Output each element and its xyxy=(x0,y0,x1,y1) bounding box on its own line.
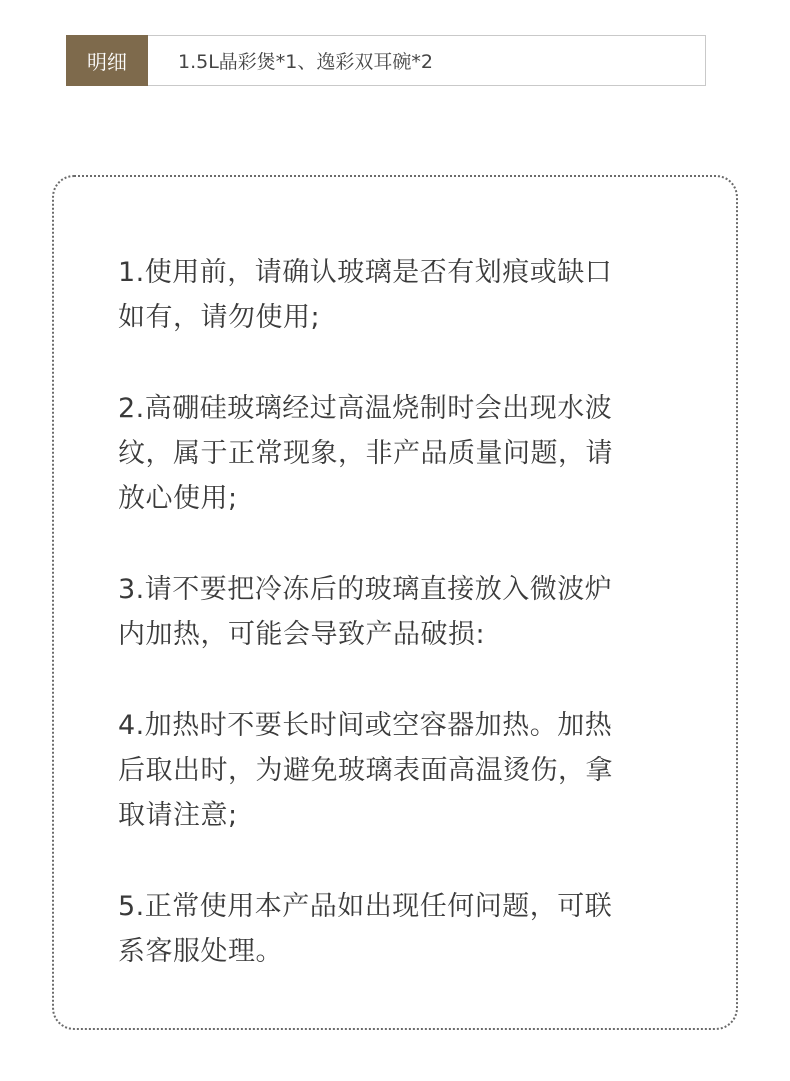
notice-line: 放心使用; xyxy=(118,483,238,514)
notice-list xyxy=(118,250,688,1020)
detail-label: 明细 xyxy=(66,35,148,86)
notice-line: 系客服处理。 xyxy=(118,936,283,967)
notice-item xyxy=(118,703,688,838)
notice-box xyxy=(52,175,738,1030)
notice-item xyxy=(118,567,688,657)
notice-line: 如有，请勿使用; xyxy=(118,302,321,333)
notice-line: 纹，属于正常现象，非产品质量问题，请 xyxy=(118,438,613,469)
notice-line: 4.加热时不要长时间或空容器加热。加热 xyxy=(118,710,613,741)
detail-value: 1.5L晶彩煲*1、逸彩双耳碗*2 xyxy=(178,51,433,73)
notice-item xyxy=(118,250,688,340)
notice-line: 1.使用前，请确认玻璃是否有划痕或缺口 xyxy=(118,257,613,288)
notice-line: 后取出时，为避免玻璃表面高温烫伤，拿 xyxy=(118,755,613,786)
notice-line: 3.请不要把冷冻后的玻璃直接放入微波炉 xyxy=(118,574,613,605)
notice-item xyxy=(118,884,688,974)
notice-line: 5.正常使用本产品如出现任何问题，可联 xyxy=(118,891,613,922)
notice-line: 内加热，可能会导致产品破损: xyxy=(118,619,486,650)
notice-line: 2.高硼硅玻璃经过高温烧制时会出现水波 xyxy=(118,393,613,424)
notice-item xyxy=(118,386,688,521)
notice-line: 取请注意; xyxy=(118,800,238,831)
detail-row xyxy=(66,35,706,86)
